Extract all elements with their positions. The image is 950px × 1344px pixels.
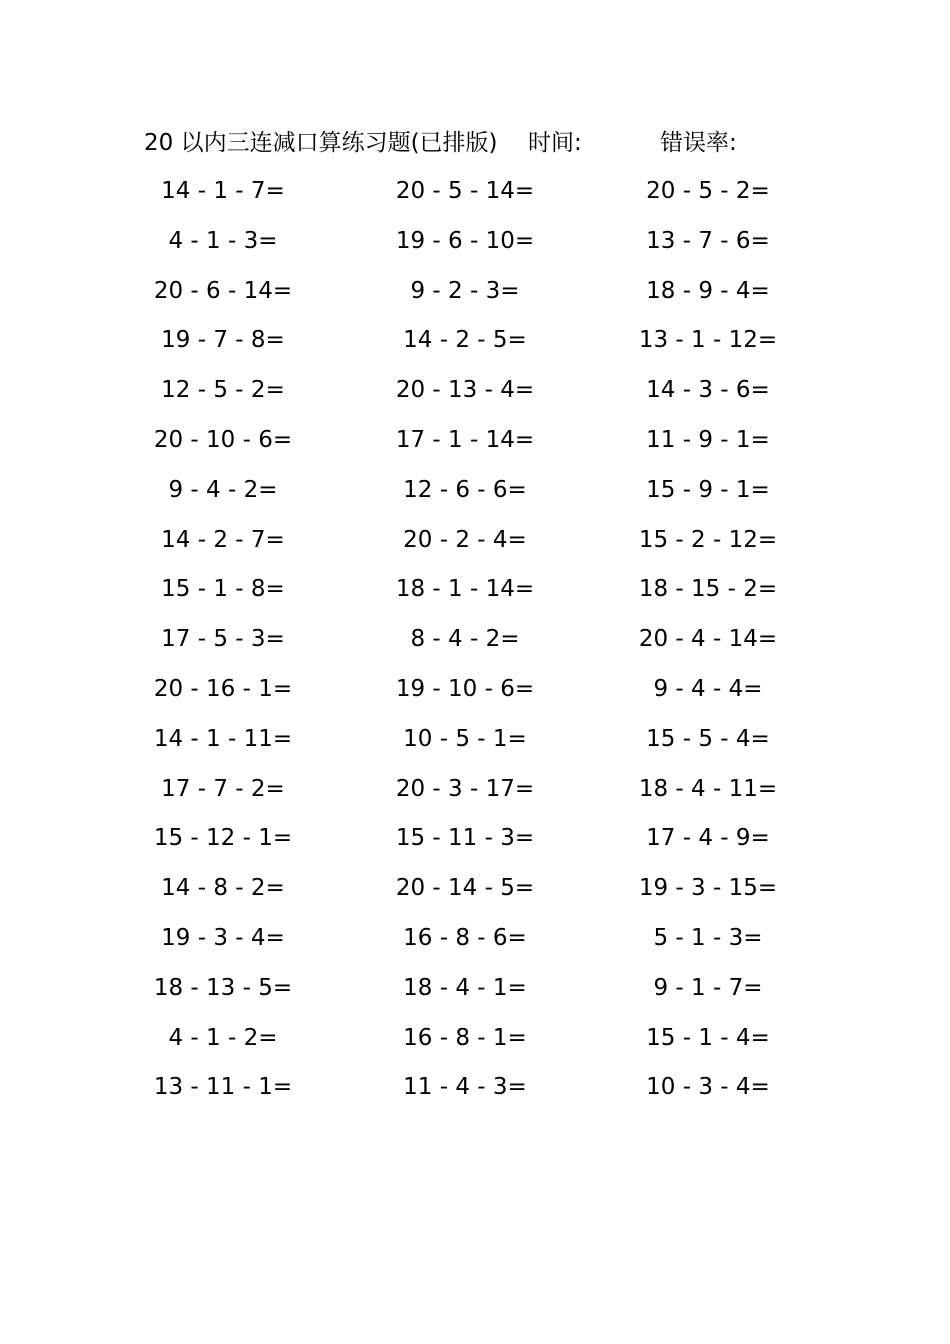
problem-row — [0, 1018, 950, 1068]
worksheet-title: 20 以内三连减口算练习题(已排版) — [144, 130, 498, 156]
arithmetic-problem: 18 - 1 - 14= — [395, 576, 535, 603]
error-rate-label: 错误率: — [660, 130, 737, 156]
problem-row — [0, 569, 950, 619]
problem-row — [0, 968, 950, 1018]
problem-row — [0, 271, 950, 321]
arithmetic-problem: 13 - 1 - 12= — [638, 327, 778, 354]
arithmetic-problem: 20 - 16 - 1= — [153, 675, 293, 702]
arithmetic-problem: 19 - 3 - 15= — [638, 875, 778, 902]
arithmetic-problem: 13 - 7 - 6= — [646, 227, 770, 254]
arithmetic-problem: 20 - 2 - 4= — [403, 526, 527, 553]
arithmetic-problem: 12 - 6 - 6= — [403, 476, 527, 503]
arithmetic-problem: 11 - 4 - 3= — [403, 1074, 527, 1101]
arithmetic-problem: 4 - 1 - 2= — [168, 1024, 278, 1051]
arithmetic-problem: 14 - 3 - 6= — [646, 377, 770, 404]
problem-row — [0, 669, 950, 719]
problem-grid — [0, 171, 950, 1117]
problem-row — [0, 619, 950, 669]
arithmetic-problem: 20 - 4 - 14= — [638, 626, 778, 653]
arithmetic-problem: 15 - 1 - 4= — [646, 1024, 770, 1051]
problem-row — [0, 719, 950, 769]
arithmetic-problem: 20 - 10 - 6= — [153, 426, 293, 453]
arithmetic-problem: 10 - 3 - 4= — [646, 1074, 770, 1101]
problem-row — [0, 868, 950, 918]
arithmetic-problem: 15 - 9 - 1= — [646, 476, 770, 503]
arithmetic-problem: 5 - 1 - 3= — [653, 924, 763, 951]
problem-row — [0, 520, 950, 570]
problem-row — [0, 370, 950, 420]
arithmetic-problem: 9 - 4 - 2= — [168, 476, 278, 503]
arithmetic-problem: 18 - 13 - 5= — [153, 974, 293, 1001]
arithmetic-problem: 13 - 11 - 1= — [153, 1074, 293, 1101]
arithmetic-problem: 19 - 6 - 10= — [395, 227, 535, 254]
arithmetic-problem: 15 - 5 - 4= — [646, 725, 770, 752]
arithmetic-problem: 18 - 9 - 4= — [646, 277, 770, 304]
arithmetic-problem: 19 - 10 - 6= — [395, 675, 535, 702]
arithmetic-problem: 20 - 6 - 14= — [153, 277, 293, 304]
arithmetic-problem: 19 - 7 - 8= — [161, 327, 285, 354]
arithmetic-problem: 12 - 5 - 2= — [161, 377, 285, 404]
worksheet-header — [0, 124, 950, 160]
arithmetic-problem: 14 - 8 - 2= — [161, 875, 285, 902]
arithmetic-problem: 20 - 5 - 2= — [646, 178, 770, 204]
arithmetic-problem: 17 - 7 - 2= — [161, 775, 285, 802]
arithmetic-problem: 20 - 3 - 17= — [395, 775, 535, 802]
problem-row — [0, 818, 950, 868]
arithmetic-problem: 4 - 1 - 3= — [168, 227, 278, 254]
problem-row — [0, 171, 950, 221]
arithmetic-problem: 18 - 15 - 2= — [638, 576, 778, 603]
arithmetic-problem: 19 - 3 - 4= — [161, 924, 285, 951]
arithmetic-problem: 15 - 1 - 8= — [161, 576, 285, 603]
arithmetic-problem: 17 - 4 - 9= — [646, 825, 770, 852]
arithmetic-problem: 14 - 1 - 7= — [161, 178, 285, 204]
problem-row — [0, 320, 950, 370]
arithmetic-problem: 14 - 2 - 5= — [403, 327, 527, 354]
arithmetic-problem: 17 - 5 - 3= — [161, 626, 285, 653]
arithmetic-problem: 8 - 4 - 2= — [410, 626, 520, 653]
arithmetic-problem: 17 - 1 - 14= — [395, 426, 535, 453]
problem-row — [0, 1067, 950, 1117]
arithmetic-problem: 15 - 12 - 1= — [153, 825, 293, 852]
problem-row — [0, 918, 950, 968]
arithmetic-problem: 11 - 9 - 1= — [646, 426, 770, 453]
arithmetic-problem: 20 - 5 - 14= — [395, 178, 535, 204]
arithmetic-problem: 15 - 11 - 3= — [395, 825, 535, 852]
problem-row — [0, 221, 950, 271]
problem-row — [0, 470, 950, 520]
arithmetic-problem: 14 - 2 - 7= — [161, 526, 285, 553]
arithmetic-problem: 15 - 2 - 12= — [638, 526, 778, 553]
problem-row — [0, 769, 950, 819]
arithmetic-problem: 18 - 4 - 1= — [403, 974, 527, 1001]
arithmetic-problem: 9 - 4 - 4= — [653, 675, 763, 702]
arithmetic-problem: 16 - 8 - 6= — [403, 924, 527, 951]
arithmetic-problem: 10 - 5 - 1= — [403, 725, 527, 752]
time-label: 时间: — [528, 130, 582, 156]
arithmetic-problem: 20 - 13 - 4= — [395, 377, 535, 404]
arithmetic-problem: 9 - 2 - 3= — [410, 277, 520, 304]
problem-row — [0, 420, 950, 470]
arithmetic-problem: 16 - 8 - 1= — [403, 1024, 527, 1051]
arithmetic-problem: 9 - 1 - 7= — [653, 974, 763, 1001]
arithmetic-problem: 18 - 4 - 11= — [638, 775, 778, 802]
arithmetic-problem: 20 - 14 - 5= — [395, 875, 535, 902]
arithmetic-problem: 14 - 1 - 11= — [153, 725, 293, 752]
